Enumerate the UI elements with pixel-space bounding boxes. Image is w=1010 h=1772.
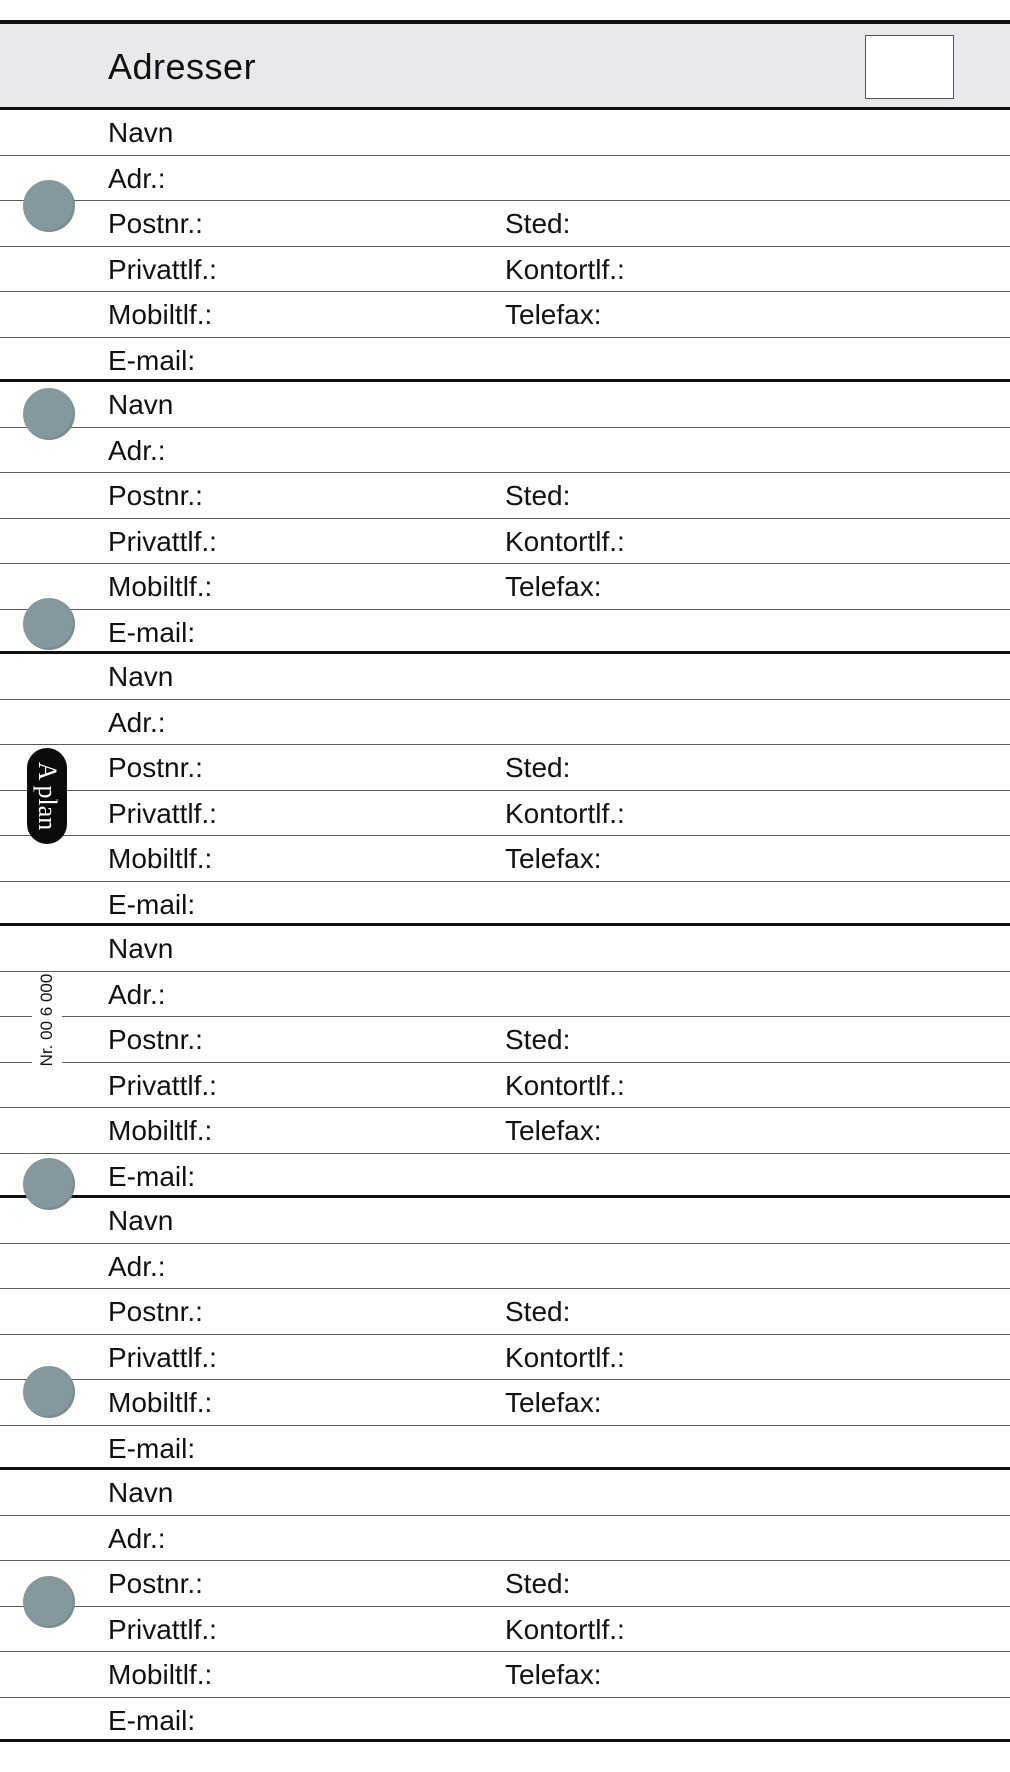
punch-hole-icon	[23, 598, 75, 650]
postcode-place-row[interactable]	[0, 745, 1010, 791]
email-row[interactable]	[0, 1698, 1010, 1744]
fax-label: Telefax:	[505, 571, 602, 602]
fax-label: Telefax:	[505, 299, 602, 330]
address-entry-5	[0, 1198, 1010, 1470]
name-label: Navn	[108, 117, 174, 148]
mobile-fax-row[interactable]	[0, 1108, 1010, 1154]
name-label: Navn	[108, 933, 174, 964]
private-phone-label: Privattlf.:	[108, 253, 217, 285]
address-label: Adr.:	[108, 978, 166, 1010]
place-label: Sted:	[505, 752, 571, 783]
mobile-label: Mobiltlf.:	[108, 299, 213, 330]
fax-label: Telefax:	[505, 1115, 602, 1146]
email-label: E-mail:	[108, 1432, 196, 1464]
email-row[interactable]	[0, 1154, 1010, 1200]
name-row[interactable]	[0, 654, 1010, 700]
office-phone-label: Kontortlf.:	[505, 797, 625, 829]
email-row[interactable]	[0, 1426, 1010, 1472]
place-label: Sted:	[505, 1296, 571, 1327]
address-label: Adr.:	[108, 162, 166, 194]
address-row[interactable]	[0, 1244, 1010, 1290]
postcode-label: Postnr.:	[108, 752, 203, 783]
punch-hole-icon	[23, 1576, 75, 1628]
page-title: Adresser	[108, 46, 257, 87]
punch-hole-icon	[23, 1366, 75, 1418]
address-entry-3	[0, 654, 1010, 926]
brand-logo-text: A plan	[33, 761, 62, 831]
postcode-label: Postnr.:	[108, 1296, 203, 1327]
address-row[interactable]	[0, 972, 1010, 1018]
phone-row[interactable]	[0, 1607, 1010, 1653]
fax-label: Telefax:	[505, 1659, 602, 1690]
office-phone-label: Kontortlf.:	[505, 1069, 625, 1101]
email-label: E-mail:	[108, 888, 196, 920]
email-row[interactable]	[0, 338, 1010, 384]
address-row[interactable]	[0, 428, 1010, 474]
place-label: Sted:	[505, 208, 571, 239]
brand-logo	[27, 748, 67, 844]
mobile-fax-row[interactable]	[0, 836, 1010, 882]
postcode-place-row[interactable]	[0, 1561, 1010, 1607]
private-phone-label: Privattlf.:	[108, 797, 217, 829]
address-label: Adr.:	[108, 1522, 166, 1554]
address-row[interactable]	[0, 700, 1010, 746]
email-label: E-mail:	[108, 1160, 196, 1192]
punch-hole-icon	[23, 388, 75, 440]
address-label: Adr.:	[108, 434, 166, 466]
private-phone-label: Privattlf.:	[108, 525, 217, 557]
name-row[interactable]	[0, 1198, 1010, 1244]
name-label: Navn	[108, 1205, 174, 1236]
postcode-place-row[interactable]	[0, 1017, 1010, 1063]
address-entry-1	[0, 110, 1010, 382]
name-label: Navn	[108, 1477, 174, 1508]
mobile-fax-row[interactable]	[0, 292, 1010, 338]
office-phone-label: Kontortlf.:	[505, 1341, 625, 1373]
mobile-label: Mobiltlf.:	[108, 1387, 213, 1418]
phone-row[interactable]	[0, 519, 1010, 565]
address-row[interactable]	[0, 156, 1010, 202]
page-header	[0, 20, 1010, 110]
address-entry-6	[0, 1470, 1010, 1742]
postcode-label: Postnr.:	[108, 1568, 203, 1599]
mobile-label: Mobiltlf.:	[108, 843, 213, 874]
private-phone-label: Privattlf.:	[108, 1613, 217, 1645]
address-label: Adr.:	[108, 1250, 166, 1282]
place-label: Sted:	[505, 480, 571, 511]
phone-row[interactable]	[0, 1335, 1010, 1381]
postcode-place-row[interactable]	[0, 1289, 1010, 1335]
product-number-text: Nr. 00 6 000	[37, 973, 56, 1067]
index-letter-box[interactable]	[865, 35, 954, 99]
email-label: E-mail:	[108, 344, 196, 376]
phone-row[interactable]	[0, 1063, 1010, 1109]
email-label: E-mail:	[108, 616, 196, 648]
postcode-place-row[interactable]	[0, 473, 1010, 519]
place-label: Sted:	[505, 1568, 571, 1599]
name-label: Navn	[108, 661, 174, 692]
mobile-label: Mobiltlf.:	[108, 1115, 213, 1146]
mobile-label: Mobiltlf.:	[108, 1659, 213, 1690]
name-label: Navn	[108, 389, 174, 420]
private-phone-label: Privattlf.:	[108, 1341, 217, 1373]
address-entry-2	[0, 382, 1010, 654]
fax-label: Telefax:	[505, 843, 602, 874]
punch-hole-icon	[23, 1158, 75, 1210]
name-row[interactable]	[0, 382, 1010, 428]
postcode-place-row[interactable]	[0, 201, 1010, 247]
address-label: Adr.:	[108, 706, 166, 738]
mobile-fax-row[interactable]	[0, 1652, 1010, 1698]
postcode-label: Postnr.:	[108, 480, 203, 511]
name-row[interactable]	[0, 110, 1010, 156]
private-phone-label: Privattlf.:	[108, 1069, 217, 1101]
postcode-label: Postnr.:	[108, 1024, 203, 1055]
email-label: E-mail:	[108, 1704, 196, 1736]
email-row[interactable]	[0, 882, 1010, 928]
office-phone-label: Kontortlf.:	[505, 253, 625, 285]
name-row[interactable]	[0, 926, 1010, 972]
postcode-label: Postnr.:	[108, 208, 203, 239]
place-label: Sted:	[505, 1024, 571, 1055]
phone-row[interactable]	[0, 791, 1010, 837]
name-row[interactable]	[0, 1470, 1010, 1516]
email-row[interactable]	[0, 610, 1010, 656]
address-row[interactable]	[0, 1516, 1010, 1562]
address-entry-4	[0, 926, 1010, 1198]
office-phone-label: Kontortlf.:	[505, 1613, 625, 1645]
fax-label: Telefax:	[505, 1387, 602, 1418]
mobile-fax-row[interactable]	[0, 1380, 1010, 1426]
mobile-fax-row[interactable]	[0, 564, 1010, 610]
product-number	[32, 972, 62, 1068]
phone-row[interactable]	[0, 247, 1010, 293]
mobile-label: Mobiltlf.:	[108, 571, 213, 602]
office-phone-label: Kontortlf.:	[505, 525, 625, 557]
punch-hole-icon	[23, 180, 75, 232]
